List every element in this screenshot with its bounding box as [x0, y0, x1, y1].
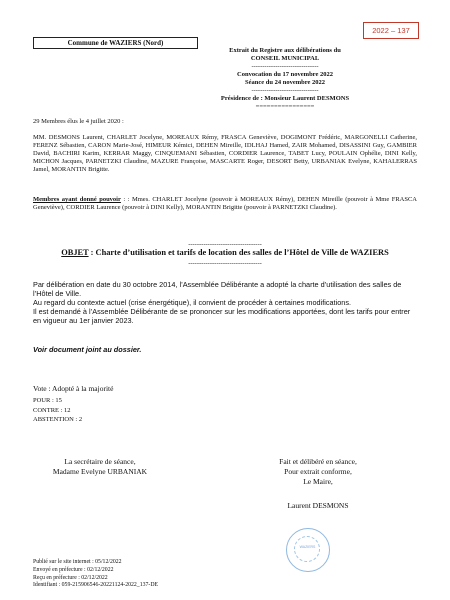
- header-equals-divider: ================: [255, 103, 315, 110]
- register-line-1: Extrait du Registre aux délibérations du: [229, 47, 341, 54]
- see-attached-document: Voir document joint au dossier.: [33, 345, 142, 354]
- mayor-line-1: Fait et délibéré en séance,: [279, 457, 357, 466]
- proxy-label: Membres ayant donné pouvoir: [33, 196, 121, 203]
- paragraph-1: Par délibération en date du 30 octobre 2014, l’Assemblée Délibérante a adopté la charte d’utilisation des salles de l’Hôtel de Ville.: [33, 280, 402, 298]
- objet-title: [20, 248, 430, 257]
- objet-divider-top: ----------------------------------: [188, 241, 262, 248]
- vote-pour: POUR : 15: [33, 397, 62, 404]
- objet-text: : Charte d’utilisation et tarifs de location des salles de l’Hôtel de Ville de WAZIERS: [88, 248, 389, 257]
- objet-divider-bottom: ----------------------------------: [188, 260, 262, 267]
- footer-received: Reçu en préfecture : 02/12/2022: [33, 574, 108, 581]
- mayor-line-2: Pour extrait conforme,: [284, 467, 352, 476]
- mayor-signature: [258, 457, 378, 487]
- register-header: [210, 47, 360, 111]
- paragraph-3: Il est demandé à l’Assemblée Délibérante de se prononcer sur les modifications apportées, dont les tarifs pour entrer en vigueur au 1er janvier 2023.: [33, 307, 411, 325]
- reference-number-badge: 2022 – 137: [363, 22, 419, 39]
- footer-identifier: Identifiant : 059-215906546-20221124-2022_137-DE: [33, 582, 159, 589]
- members-elected: 29 Membres élus le 4 juillet 2020 :: [33, 118, 124, 125]
- members-list: MM. DESMONS Laurent, CHARLET Jocelyne, MOREAUX Rémy, FRASCA Geneviève, DOGIMONT Frédéric, MARGONELLI Catherine, FERENZ Sébastien, CARON Marie-José, HIMEUR Kémici, DEHEN Mireille, IDLHAJ Hamed, ZAIR Mohamed, DISASSINI Guy, GAMBIER David, BACHIRI Karim, KERRAR Maggy, CINQUEMANI Sébastien, CORDIER Laurence, TABET Lucy, POULAIN Ophélie, DINI Kelly, MICHON Jacques, PARNETZKI Claudine, MAZURE Françoise, MASCARTE Roger, DESORT Betty, URBANIAK Evelyne, KAHALERRAS Jamel, MORANTIN Brigitte.: [33, 134, 417, 174]
- vote-result: Vote : Adopté à la majorité: [33, 384, 114, 393]
- paragraph-2: Au regard du contexte actuel (crise énergétique), il convient de procéder à certaines modifications.: [33, 298, 351, 307]
- mayor-name: Laurent DESMONS: [287, 501, 349, 510]
- vote-counts: [33, 396, 82, 425]
- objet-label: OBJET: [61, 248, 89, 257]
- vote-contre: CONTRE : 12: [33, 406, 71, 414]
- convocation-date: Convocation du 17 novembre 2022: [237, 71, 333, 78]
- vote-abstention: ABSTENTION : 2: [33, 416, 83, 423]
- footer-sent: Envoyé en préfecture : 02/12/2022: [33, 566, 114, 573]
- presidence: Présidence de : Monsieur Laurent DESMONS: [220, 95, 350, 102]
- footer-published: Publié sur le site internet : 05/12/2022: [33, 559, 122, 565]
- header-divider-2: -------------------------------: [251, 87, 319, 94]
- commune-title: Commune de WAZIERS (Nord): [33, 37, 198, 49]
- secretary-title: La secrétaire de séance,: [64, 457, 136, 466]
- header-divider: -------------------------------: [251, 63, 319, 70]
- register-line-2: CONSEIL MUNICIPAL: [250, 55, 320, 62]
- proxy-text: : : Mmes. CHARLET Jocelyne (pouvoir à MOREAUX Rémy), DEHEN Mireille (pouvoir à Mme FRASCA Geneviève), CORDIER Laurence (pouvoir à DINI Kelly), MORANTIN Brigitte (pouvoir à PARNETZKI Claudine).: [33, 196, 417, 212]
- mayor-title: Le Maire,: [303, 477, 333, 486]
- municipal-seal-stamp: WAZIERS: [286, 528, 330, 572]
- secretary-name: Madame Evelyne URBANIAK: [52, 467, 148, 476]
- seance-date: Séance du 24 novembre 2022: [244, 79, 326, 86]
- deliberation-body: [33, 280, 419, 325]
- proxy-members: [33, 196, 417, 212]
- transmission-footer: [33, 559, 158, 590]
- secretary-signature: [30, 457, 170, 477]
